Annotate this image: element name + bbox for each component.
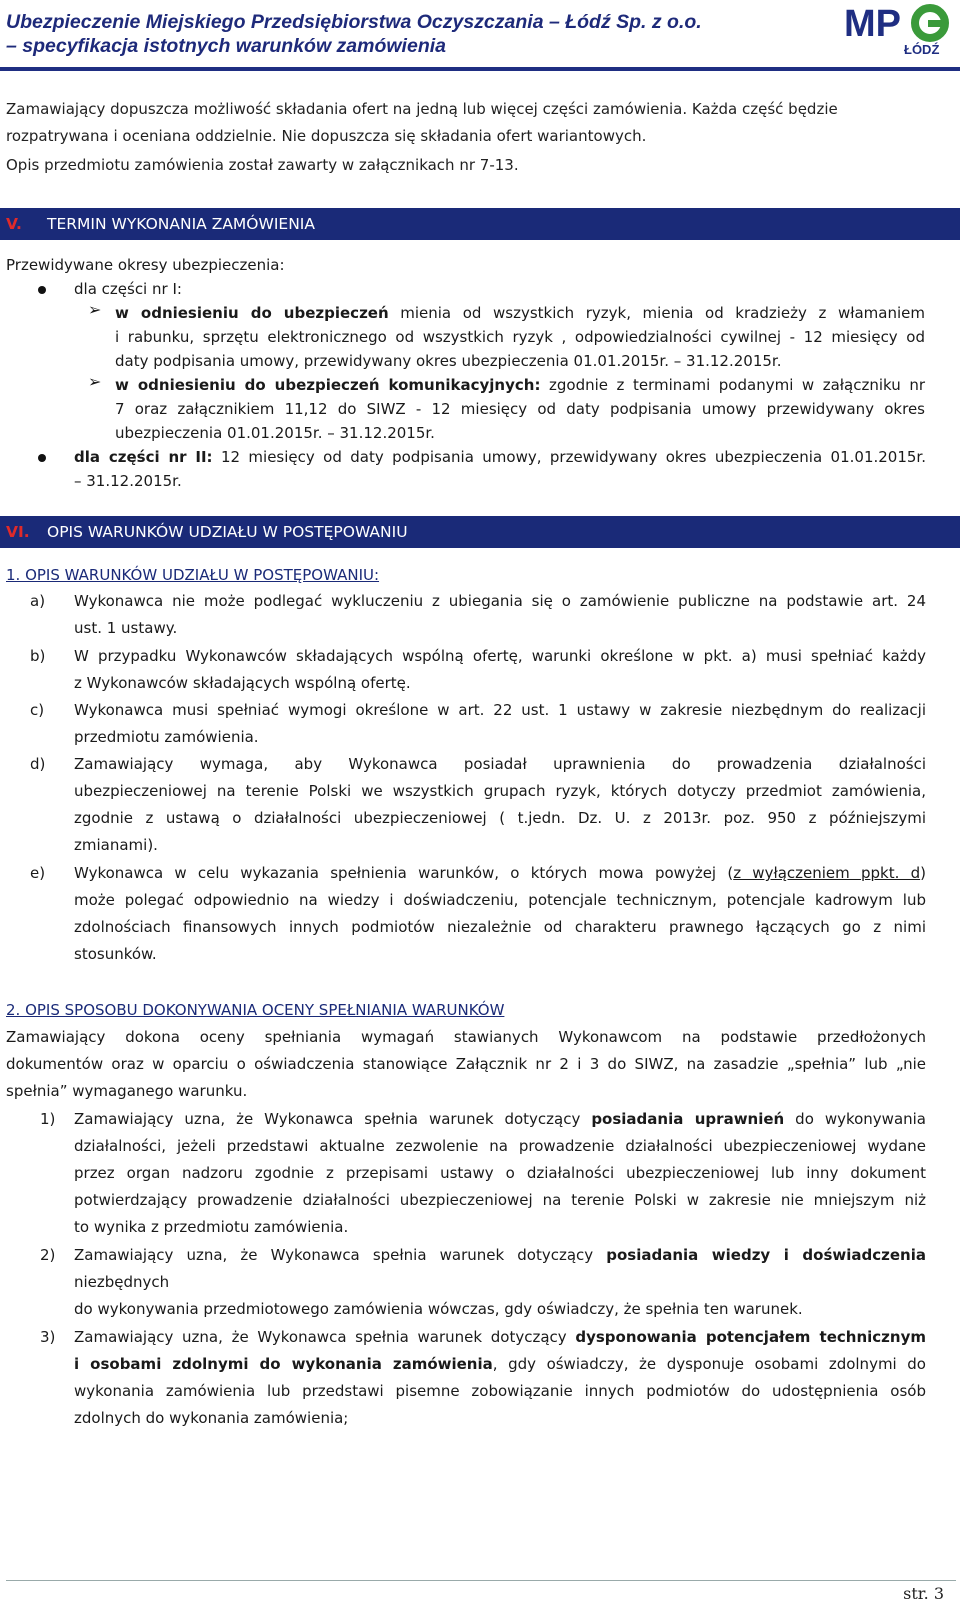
item-1-line-4: potwierdzający prowadzenie działalności ubezpieczeniowej na terenie Polski w zakresie nie mniejszym niż bbox=[74, 1191, 926, 1209]
item-2-line-3: do wykonywania przedmiotowego zamówienia wówczas, gdy oświadczy, że spełnia ten warunek. bbox=[74, 1300, 803, 1318]
document-title bbox=[6, 10, 702, 58]
section-header-v bbox=[0, 208, 960, 240]
condition-marker: b) bbox=[30, 647, 46, 665]
subsection-2-para-line-2: dokumentów oraz w oparciu o oświadczenia stanowiące Załącznik nr 2 i 3 do SIWZ, na zasadzie „spełnia” lub „nie bbox=[6, 1055, 926, 1073]
item-3-line-1: Zamawiający uzna, że Wykonawca spełnia warunek dotyczący dysponowania potencjałem technicznym bbox=[74, 1328, 926, 1346]
svg-text:MP: MP bbox=[844, 3, 901, 45]
item-2-line-2: niezbędnych bbox=[74, 1273, 170, 1291]
exclusion-note: z wyłączeniem ppkt. d bbox=[733, 864, 921, 882]
mpo-logo bbox=[842, 2, 952, 58]
condition-d-line-1: Zamawiający wymaga, aby Wykonawca posiadał uprawnienia do prowadzenia działalności bbox=[74, 755, 926, 773]
subsection-2-heading: 2. OPIS SPOSOBU DOKONYWANIA OCENY SPEŁNIANIA WARUNKÓW bbox=[6, 1001, 505, 1019]
condition-c-line-1: Wykonawca musi spełniać wymogi określone w art. 22 ust. 1 ustawy w zakresie niezbędnym do realizacji bbox=[74, 701, 926, 719]
bullet-icon bbox=[38, 286, 46, 294]
condition-e-line-2: może polegać odpowiednio na wiedzy i doświadczeniu, potencjale technicznym, potencjale kadrowym lub bbox=[74, 891, 926, 909]
part-1-label: dla części nr I: bbox=[74, 280, 182, 298]
subsection-2-para-line-1: Zamawiający dokona oceny spełniania wymagań stawianych Wykonawcom na podstawie przedłożonych bbox=[6, 1028, 926, 1046]
condition-marker: a) bbox=[30, 592, 46, 610]
condition-e-line-4: stosunków. bbox=[74, 945, 157, 963]
part-2-line-2: – 31.12.2015r. bbox=[74, 472, 182, 490]
page-number: str. 3 bbox=[903, 1584, 944, 1603]
intro-line-1: Zamawiający dopuszcza możliwość składania ofert na jedną lub więcej części zamówienia. Każda część będzie bbox=[6, 100, 838, 118]
section-title: TERMIN WYKONANIA ZAMÓWIENIA bbox=[47, 215, 315, 233]
title-line-1: Ubezpieczenie Miejskiego Przedsiębiorstwa Oczyszczania – Łódź Sp. z o.o. bbox=[6, 11, 702, 33]
intro-line-2: rozpatrywana i oceniana oddzielnie. Nie dopuszcza się składania ofert wariantowych. bbox=[6, 127, 647, 145]
item-1-line-2: działalności, jeżeli przedstawi aktualne zezwolenie na prowadzenie działalności ubezpieczeniowej wydane bbox=[74, 1137, 926, 1155]
item-1-line-1: Zamawiający uzna, że Wykonawca spełnia warunek dotyczący posiadania uprawnień do wykonywania bbox=[74, 1110, 927, 1128]
footer-rule bbox=[6, 1580, 956, 1581]
item-3-line-3: wykonania zamówienia lub przedstawi pisemne zobowiązanie innych podmiotów do udostępnienia osób bbox=[74, 1382, 926, 1400]
part-1-a1-line-1: w odniesieniu do ubezpieczeń mienia od wszystkich ryzyk, mienia od kradzieży z włamaniem bbox=[115, 304, 925, 322]
condition-b-line-1: W przypadku Wykonawców składających wspólną ofertę, warunki określone w pkt. a) musi spełniać każdy bbox=[74, 647, 926, 665]
subsection-2-para-line-3: spełnia” wymaganego warunku. bbox=[6, 1082, 248, 1100]
condition-a-line-1: Wykonawca nie może podlegać wykluczeniu z ubiegania się o zamówienie publiczne na podstawie art. 24 bbox=[74, 592, 926, 610]
subsection-1-heading: 1. OPIS WARUNKÓW UDZIAŁU W POSTĘPOWANIU: bbox=[6, 566, 380, 584]
item-2-line-1: Zamawiający uzna, że Wykonawca spełnia warunek dotyczący posiadania wiedzy i doświadczenia bbox=[74, 1246, 926, 1264]
arrow-bullet-icon: ➢ bbox=[88, 300, 102, 319]
part-1-a1-line-2: i rabunku, sprzętu elektronicznego od wszystkich ryzyk , odpowiedzialności cywilnej - 12 miesięcy od bbox=[115, 328, 925, 346]
section-title: OPIS WARUNKÓW UDZIAŁU W POSTĘPOWANIU bbox=[47, 523, 408, 541]
item-1-line-5: to wynika z przedmiotu zamówienia. bbox=[74, 1218, 349, 1236]
part-2-line-1: dla części nr II: 12 miesięcy od daty podpisania umowy, przewidywany okres ubezpieczenia 01.01.2015r. bbox=[74, 448, 926, 466]
title-line-2: – specyfikacja istotnych warunków zamówienia bbox=[6, 35, 446, 57]
condition-e-line-3: zdolnościach finansowych innych podmiotów niezależnie od charakteru prawnego łączących go z nimi bbox=[74, 918, 926, 936]
header-rule bbox=[0, 67, 960, 71]
section-header-vi bbox=[0, 516, 960, 548]
condition-e-line-1: Wykonawca w celu wykazania spełnienia warunków, o których mowa powyżej (z wyłączeniem ppkt. d) bbox=[74, 864, 926, 882]
arrow-bullet-icon: ➢ bbox=[88, 372, 102, 391]
page-header bbox=[0, 0, 960, 72]
condition-b-line-2: z Wykonawców składających wspólną ofertę. bbox=[74, 674, 411, 692]
condition-marker: c) bbox=[30, 701, 45, 719]
condition-d-line-3: zgodnie z ustawą o działalności ubezpieczeniowej ( t.jedn. Dz. U. z 2013r. poz. 950 z późniejszymi bbox=[74, 809, 926, 827]
condition-a-line-2: ust. 1 ustawy. bbox=[74, 619, 178, 637]
section-number: VI. bbox=[6, 523, 30, 541]
periods-lead: Przewidywane okresy ubezpieczenia: bbox=[6, 256, 285, 274]
part-1-a2-line-1: w odniesieniu do ubezpieczeń komunikacyjnych: zgodnie z terminami podanymi w załączniku nr bbox=[115, 376, 925, 394]
item-3-line-4: zdolnych do wykonania zamówienia; bbox=[74, 1409, 349, 1427]
item-marker: 3) bbox=[40, 1328, 56, 1346]
item-marker: 2) bbox=[40, 1246, 56, 1264]
condition-marker: d) bbox=[30, 755, 46, 773]
condition-marker: e) bbox=[30, 864, 46, 882]
bullet-icon bbox=[38, 454, 46, 462]
part-1-a1-line-3: daty podpisania umowy, przewidywany okres ubezpieczenia 01.01.2015r. – 31.12.2015r. bbox=[115, 352, 782, 370]
item-3-line-2: i osobami zdolnymi do wykonania zamówienia, gdy oświadczy, że dysponuje osobami zdolnymi do bbox=[74, 1355, 926, 1373]
item-1-line-3: przez organ nadzoru zgodnie z przepisami ustawy o działalności ubezpieczeniowej lub inny dokument bbox=[74, 1164, 926, 1182]
part-1-a2-line-2: 7 oraz załącznikiem 11,12 do SIWZ - 12 miesięcy od daty podpisania umowy przewidywany okres bbox=[115, 400, 925, 418]
part-1-a2-line-3: ubezpieczenia 01.01.2015r. – 31.12.2015r. bbox=[115, 424, 435, 442]
condition-c-line-2: przedmiotu zamówienia. bbox=[74, 728, 259, 746]
svg-text:ŁÓDŹ: ŁÓDŹ bbox=[904, 42, 940, 57]
item-marker: 1) bbox=[40, 1110, 56, 1128]
intro-line-3: Opis przedmiotu zamówienia został zawarty w załącznikach nr 7-13. bbox=[6, 156, 519, 174]
section-number: V. bbox=[6, 215, 22, 233]
condition-d-line-4: zmianami). bbox=[74, 836, 158, 854]
condition-d-line-2: ubezpieczeniowej na terenie Polski we wszystkich grupach ryzyk, których dotyczy przedmiot zamówienia, bbox=[74, 782, 926, 800]
